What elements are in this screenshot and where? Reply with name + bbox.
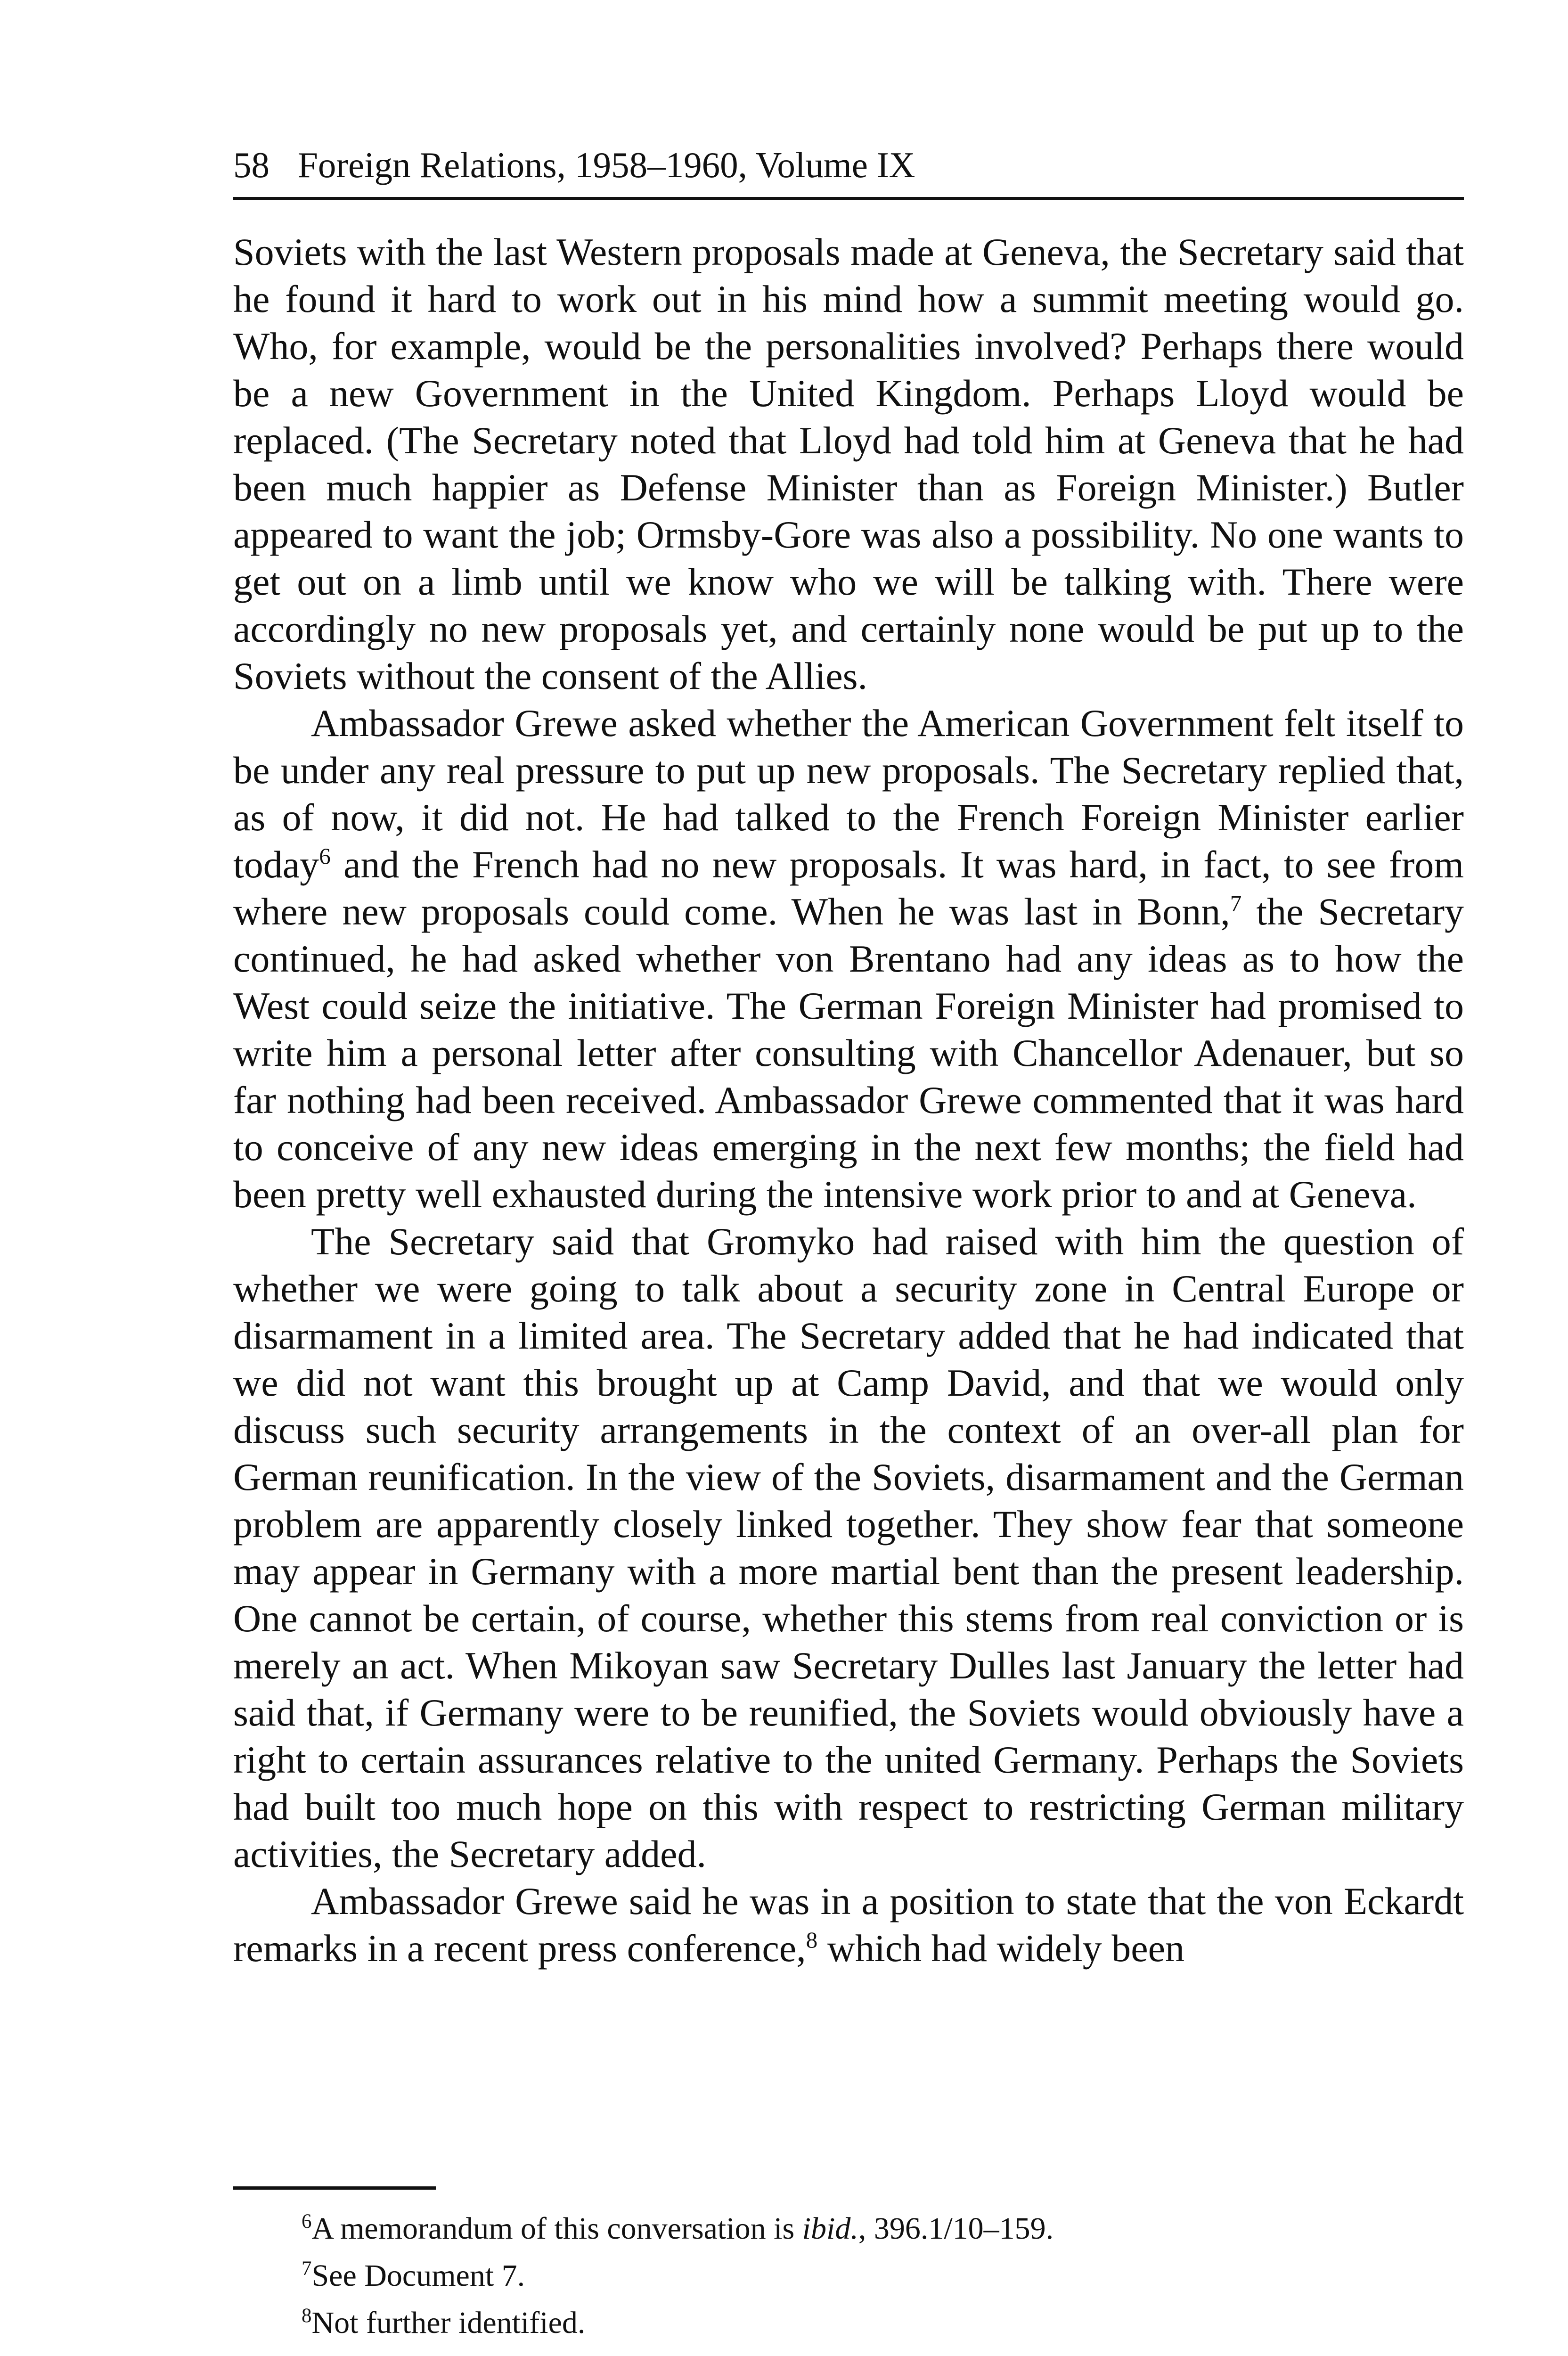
footnote-text-end: , 396.1/10–159. bbox=[858, 2211, 1054, 2246]
footnote-8 bbox=[302, 2299, 1385, 2347]
footnote-6 bbox=[302, 2205, 1385, 2252]
paragraph-2-text-c: the Secretary continued, he had asked whether von Brentano had any ideas as to how the West could seize the initiative. The German Foreign Minister had promised to write him a personal letter after consulting with Chancellor Adenauer, but so far nothing had been received. Ambassador Grewe commented that it was hard to conceive of any new ideas emerging in the next few months; the field had been pretty well exhausted during the intensive work prior to and at Geneva. bbox=[233, 890, 1464, 1216]
footnote-mark: 8 bbox=[302, 2305, 312, 2327]
running-head bbox=[233, 141, 1464, 200]
document-page bbox=[233, 141, 1464, 1972]
paragraph-4-text-b: which had widely been bbox=[817, 1927, 1185, 1970]
body-text bbox=[233, 229, 1464, 1972]
page-number: 58 bbox=[233, 145, 270, 185]
footnote-citation: ibid. bbox=[802, 2211, 858, 2246]
footnote-mark: 6 bbox=[302, 2210, 312, 2233]
footnote-divider bbox=[233, 2186, 436, 2190]
paragraph-2-text-b: and the French had no new proposals. It was hard, in fact, to see from where new proposals could come. When he was last in Bonn, bbox=[233, 843, 1464, 933]
footnote-ref-6[interactable]: 6 bbox=[319, 843, 331, 869]
footnote-mark: 7 bbox=[302, 2258, 312, 2280]
paragraph-3: The Secretary said that Gromyko had raised with him the question of whether we were going to talk about a security zone in Central Europe or disarmament in a limited area. The Secretary added that he had indicated that we did not want this brought up at Camp David, and that we would only discuss such security arrangements in the context of an over-all plan for German reunification. In the view of the Soviets, disarmament and the German problem are apparently closely linked together. They show fear that someone may appear in Germany with a more martial bent than the present leadership. One cannot be certain, of course, whether this stems from real conviction or is merely an act. When Mikoyan saw Secretary Dulles last January the letter had said that, if Germany were to be reunified, the Soviets would obviously have a right to certain assurances relative to the united Germany. Perhaps the Soviets had built too much hope on this with respect to restricting German military activities, the Secretary added. bbox=[233, 1220, 1464, 1875]
footnote-7 bbox=[302, 2252, 1385, 2299]
footnote-text: Not further identified. bbox=[311, 2306, 586, 2340]
paragraph-2-text-a: Ambassador Grewe asked whether the American Government felt itself to be under any real pressure to put up new proposals. The Secretary replied that, as of now, it did not. He had talked to the French Foreign Minister earlier today bbox=[233, 702, 1464, 886]
footnote-ref-7[interactable]: 7 bbox=[1230, 890, 1242, 916]
paragraph-4 bbox=[233, 1878, 1464, 1972]
paragraph-2 bbox=[233, 700, 1464, 1218]
footnote-ref-8[interactable]: 8 bbox=[806, 1927, 818, 1953]
paragraph-4-text-a: Ambassador Grewe said he was in a position to state that the von Eckardt remarks in a recent press conference, bbox=[233, 1880, 1464, 1970]
footnote-text: A memorandum of this conversation is bbox=[311, 2211, 802, 2246]
footnotes bbox=[302, 2205, 1385, 2347]
paragraph-1: Soviets with the last Western proposals made at Geneva, the Secretary said that he found it hard to work out in his mind how a summit meeting would go. Who, for example, would be the personalities involved? Perhaps there would be a new Government in the United Kingdom. Perhaps Lloyd would be replaced. (The Secretary noted that Lloyd had told him at Geneva that he had been much happier as Defense Minister than as Foreign Minister.) Butler appeared to want the job; Ormsby-Gore was also a possibility. No one wants to get out on a limb until we know who we will be talking with. There were accordingly no new proposals yet, and certainly none would be put up to the Soviets without the consent of the Allies. bbox=[233, 230, 1464, 697]
running-title: Foreign Relations, 1958–1960, Volume IX bbox=[298, 145, 915, 185]
footnote-text: See Document 7. bbox=[311, 2258, 525, 2293]
